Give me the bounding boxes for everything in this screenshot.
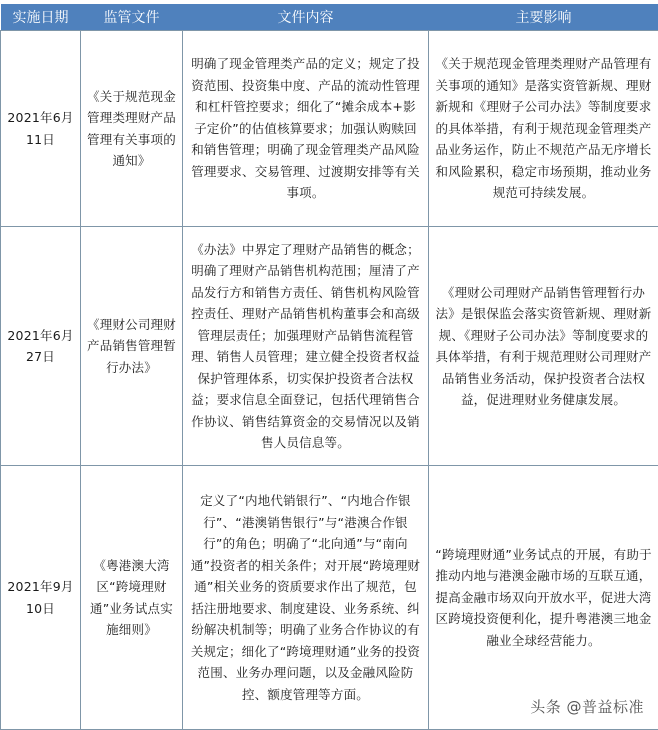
cell-impact: 《关于规范现金管理类理财产品管理有关事项的通知》是落实资管新规、理财新规和《理财子公司办法》等制度要求的具体举措，有利于规范现金管理类产品业务运作，防止不规范产品无序增长和风险累积，稳定市场预期，推动业务规范可持续发展。 <box>429 31 658 227</box>
cell-document: 《关于规范现金管理类理财产品管理有关事项的通知》 <box>81 31 183 227</box>
table-row <box>1 227 658 466</box>
cell-date: 2021年9月10日 <box>1 466 81 730</box>
cell-content: 《办法》中界定了理财产品销售的概念；明确了理财产品销售机构范围；厘清了产品发行方和销售方责任、销售机构风险管控责任、理财产品销售机构董事会和高级管理层责任；加强理财产品销售流程管理、销售人员管理；建立健全投资者权益保护管理体系，切实保护投资者合法权益；要求信息全面登记，包括代理销售合作协议、销售结算资金的交易情况以及销售人员信息等。 <box>183 227 429 466</box>
table-header-row <box>1 4 658 31</box>
cell-content: 定义了“内地代销银行”、“内地合作银行”、“港澳销售银行”与“港澳合作银行”的角色；明确了“北向通”与“南向通”投资者的相关条件；对开展“跨境理财通”相关业务的资质要求作出了规范，包括注册地要求、制度建设、业务系统、纠纷解决机制等；明确了业务合作协议的有关规定；细化了“跨境理财通”业务的投资范围、业务办理问题，以及金融风险防控、额度管理等方面。 <box>183 466 429 730</box>
cell-document: 《理财公司理财产品销售管理暂行办法》 <box>81 227 183 466</box>
cell-content: 明确了现金管理类产品的定义；规定了投资范围、投资集中度、产品的流动性管理和杠杆管控要求；细化了“摊余成本+影子定价”的估值核算要求；加强认购赎回和销售管理；明确了现金管理类产品风险管理要求、交易管理、过渡期安排等有关事项。 <box>183 31 429 227</box>
regulation-table <box>0 4 658 730</box>
cell-impact: “跨境理财通”业务试点的开展，有助于推动内地与港澳金融市场的互联互通，提高金融市场双向开放水平，促进大湾区跨境投资便利化，提升粤港澳三地金融业全球经营能力。 <box>429 466 658 730</box>
cell-date: 2021年6月11日 <box>1 31 81 227</box>
table-row <box>1 31 658 227</box>
header-regulatory-document: 监管文件 <box>81 4 183 31</box>
cell-document: 《粤港澳大湾区“跨境理财通”业务试点实施细则》 <box>81 466 183 730</box>
header-implementation-date: 实施日期 <box>1 4 81 31</box>
header-document-content: 文件内容 <box>183 4 429 31</box>
header-main-impact: 主要影响 <box>429 4 658 31</box>
cell-impact: 《理财公司理财产品销售管理暂行办法》是银保监会落实资管新规、理财新规、《理财子公司办法》等制度要求的具体举措，有利于规范理财公司理财产品销售业务活动，保护投资者合法权益，促进理财业务健康发展。 <box>429 227 658 466</box>
watermark: 头条 @普益标准 <box>530 696 644 717</box>
cell-date: 2021年6月27日 <box>1 227 81 466</box>
table-row <box>1 466 658 730</box>
